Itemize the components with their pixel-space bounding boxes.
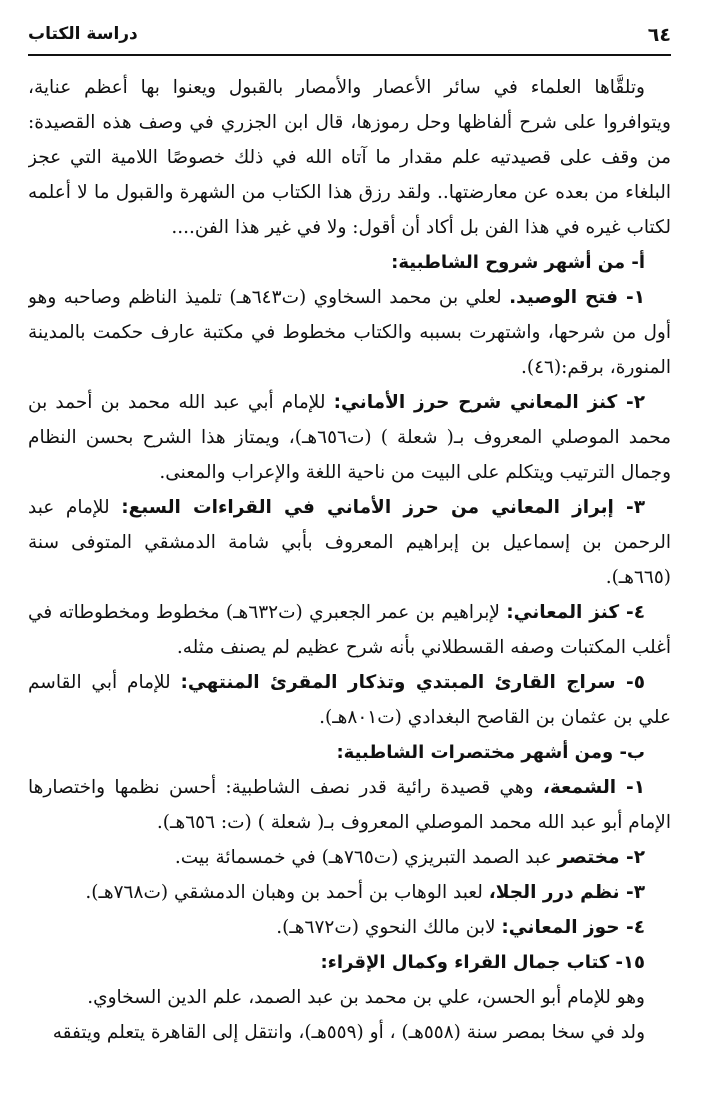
abridgment-item-text: عبد الصمد التبريزي (ت٧٦٥هـ) في خمسمائة بيت. <box>174 847 558 868</box>
abridgment-item-text: لعبد الوهاب بن أحمد بن وهبان الدمشقي (ت٧٦٨هـ). <box>85 882 489 903</box>
section-15-paragraph: ولد في سخا بمصر سنة (٥٥٨هـ) ، أو (٥٥٩هـ)، وانتقل إلى القاهرة يتعلم ويتفقه <box>52 1022 645 1043</box>
commentary-item-title: ٤- كنز المعاني: <box>506 602 645 623</box>
abridgment-item-text: لابن مالك النحوي (ت٦٧٢هـ). <box>276 917 502 938</box>
commentary-item-text: للإمام عبد الرحمن بن إسماعيل بن إبراهيم المعروف بأبي شامة الدمشقي المتوفى سنة (٦٦٥هـ). <box>28 497 671 588</box>
commentary-item-text: للإمام أبي القاسم علي بن عثمان بن القاصح البغدادي (ت٨٠١هـ). <box>28 672 671 728</box>
page-body <box>28 70 671 1090</box>
commentary-item <box>28 595 671 665</box>
commentary-item <box>28 385 671 490</box>
commentary-item-title: ١- فتح الوصيد. <box>509 287 645 308</box>
commentary-item <box>28 490 671 595</box>
intro-paragraph: وتلقَّاها العلماء في سائر الأعصار والأمصار بالقبول ويعنوا بها أعظم عناية، ويتوافروا على شرح ألفاظها وحل رموزها، قال ابن الجزري في وصف هذه القصيدة: من وقف على قصيدتيه علم مقدار ما آتاه الله في ذلك خصوصًا اللامية التي عجز البلغاء من بعده عن معارضتها.. ولقد رزق هذا الكتاب من الشهرة والقبول ما لا أعلمه لكتاب غيره في هذا الفن بل أكاد أن أقول: ولا في غير هذا الفن.... <box>28 77 671 238</box>
abridgments-heading: ب- ومن أشهر مختصرات الشاطبية: <box>336 742 645 763</box>
abridgment-item <box>28 910 671 945</box>
commentary-item-text: لعلي بن محمد السخاوي (ت٦٤٣هـ) تلميذ الناظم وصاحبه وهو أول من شرحها، واشتهرت بسببه والكتاب مخطوط في مكتبة عارف حكمت بالمدينة المنورة، برقم:(٤٦). <box>28 287 671 378</box>
abridgment-item <box>28 840 671 875</box>
commentary-item-text: للإمام أبي عبد الله محمد بن أحمد بن محمد الموصلي المعروف بـ( شعلة ) (ت٦٥٦هـ)، ويمتاز هذا الشرح بحسن النظام وجمال الترتيب ويتكلم على البيت من ناحية اللغة والإعراب والمعنى. <box>28 392 671 483</box>
abridgment-item-text: وهي قصيدة رائية قدر نصف الشاطبية: أحسن نظمها واختصارها الإمام أبو عبد الله محمد الموصلي المعروف بـ( شعلة ) (ت: ٦٥٦هـ). <box>28 777 671 833</box>
commentary-item-title: ٥- سراج القارئ المبتدي وتذكار المقرئ المنتهي: <box>180 672 645 693</box>
commentary-item-title: ٣- إبراز المعاني من حرز الأماني في القراءات السبع: <box>121 497 645 518</box>
section-15-paragraph: وهو للإمام أبو الحسن، علي بن محمد بن عبد الصمد، علم الدين السخاوي. <box>87 987 645 1008</box>
abridgment-item-title: ٣- نظم درر الجلا، <box>488 882 645 903</box>
header-rule <box>28 54 671 56</box>
abridgment-item-title: ٢- مختصر <box>557 847 645 868</box>
commentary-item <box>28 280 671 385</box>
abridgment-item-title: ١- الشمعة، <box>542 777 645 798</box>
section-15-heading: ١٥- كتاب جمال القراء وكمال الإقراء: <box>320 952 645 973</box>
commentary-item <box>28 665 671 735</box>
running-title: دراسة الكتاب <box>28 24 138 44</box>
commentaries-heading: أ- من أشهر شروح الشاطبية: <box>391 252 645 273</box>
abridgment-item <box>28 875 671 910</box>
abridgment-item <box>28 770 671 840</box>
page-number: ٦٤ <box>647 24 671 46</box>
commentary-item-text: لإبراهيم بن عمر الجعبري (ت٦٣٢هـ) مخطوط ومخطوطاته في أغلب المكتبات وصفه القسطلاني بأنه شرح عظيم لم يصنف مثله. <box>28 602 671 658</box>
page-header <box>28 20 671 64</box>
commentary-item-title: ٢- كنز المعاني شرح حرز الأماني: <box>333 392 645 413</box>
abridgment-item-title: ٤- حوز المعاني: <box>501 917 645 938</box>
